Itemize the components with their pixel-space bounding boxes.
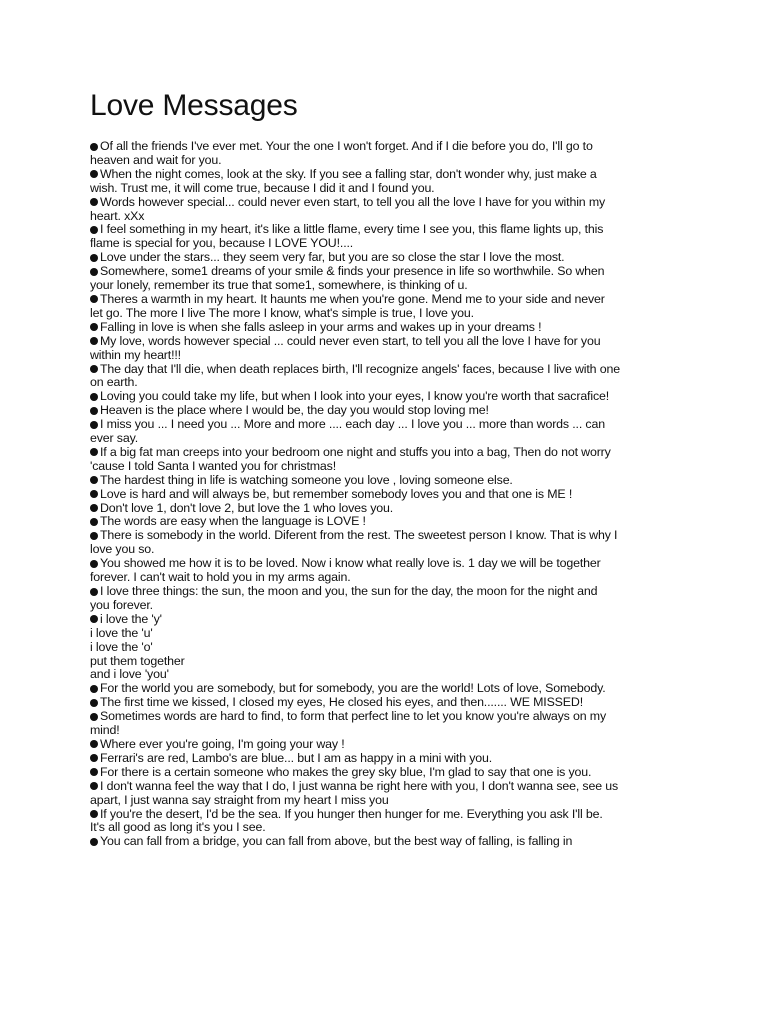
bullet-icon <box>90 254 98 262</box>
message-item <box>90 251 620 265</box>
message-text: There is somebody in the world. Diferent from the rest. The sweetest person I know. That is why I love you so. <box>90 528 618 557</box>
message-text: i love the 'u' <box>90 625 153 640</box>
message-text: If you're the desert, I'd be the sea. If you hunger then hunger for me. Everything you ask I'll be. It's all good as long it's you I see. <box>90 806 603 835</box>
bullet-icon <box>90 560 98 568</box>
bullet-icon <box>90 588 98 596</box>
page-title: Love Messages <box>90 89 298 122</box>
bullet-icon <box>90 782 98 790</box>
message-text: The words are easy when the language is LOVE ! <box>100 514 366 529</box>
message-text: Somewhere, some1 dreams of your smile & finds your presence in life so worthwhile. So when your lonely, remember its true that some1, somewhere, is thinking of u. <box>90 264 605 293</box>
message-text: I feel something in my heart, it's like a little flame, every time I see you, this flame lights up, this flame is special for you, because I LOVE YOU!.... <box>90 222 604 251</box>
document-page <box>90 88 620 849</box>
bullet-icon <box>90 365 98 373</box>
bullet-icon <box>90 323 98 331</box>
message-item <box>90 418 620 446</box>
message-item <box>90 529 620 557</box>
message-item <box>90 613 620 683</box>
bullet-icon <box>90 226 98 234</box>
message-text: Theres a warmth in my heart. It haunts me when you're gone. Mend me to your side and never let go. The more I live The more I know, what's simple is true, I love you. <box>90 291 605 320</box>
bullet-icon <box>90 685 98 693</box>
message-text: My love, words however special ... could never even start, to tell you all the love I have for you within my heart!!! <box>90 333 601 362</box>
bullet-icon <box>90 407 98 415</box>
message-item <box>90 265 620 293</box>
bullet-icon <box>90 337 98 345</box>
message-text: Sometimes words are hard to find, to form that perfect line to let you know you're always on my mind! <box>90 709 607 738</box>
message-text: When the night comes, look at the sky. If you see a falling star, don't wonder why, just make a wish. Trust me, it will come true, because I did it and I found you. <box>90 166 597 195</box>
message-item <box>90 710 620 738</box>
bullet-icon <box>90 615 98 623</box>
message-text: Where ever you're going, I'm going your way ! <box>100 736 345 751</box>
message-item <box>90 404 620 418</box>
bullet-icon <box>90 532 98 540</box>
message-text: Words however special... could never even start, to tell you all the love I have for you within my heart. xXx <box>90 194 606 223</box>
message-text: Love under the stars... they seem very far, but you are so close the star I love the most. <box>100 250 565 265</box>
message-item <box>90 446 620 474</box>
message-text: Loving you could take my life, but when I look into your eyes, I know you're worth that sacrafice! <box>100 389 610 404</box>
bullet-icon <box>90 504 98 512</box>
message-text: put them together <box>90 653 185 668</box>
bullet-icon <box>90 170 98 178</box>
message-text: You showed me how it is to be loved. Now i know what really love is. 1 day we will be together forever. I can't wait to hold you in my arms again. <box>90 556 601 585</box>
message-item <box>90 835 620 849</box>
message-text: The day that I'll die, when death replaces birth, I'll recognize angels' faces, because I live with one on earth. <box>90 361 620 390</box>
message-item <box>90 140 620 168</box>
message-item <box>90 752 620 766</box>
message-text: The first time we kissed, I closed my eyes, He closed his eyes, and then....... WE MISSED! <box>100 695 583 710</box>
bullet-icon <box>90 268 98 276</box>
message-item <box>90 293 620 321</box>
message-item <box>90 474 620 488</box>
message-item <box>90 168 620 196</box>
message-text: and i love 'you' <box>90 667 169 682</box>
bullet-icon <box>90 754 98 762</box>
message-item <box>90 557 620 585</box>
message-item <box>90 223 620 251</box>
message-item <box>90 363 620 391</box>
message-item <box>90 196 620 224</box>
message-item <box>90 696 620 710</box>
message-text: You can fall from a bridge, you can fall from above, but the best way of falling, is falling in <box>100 834 573 849</box>
bullet-icon <box>90 448 98 456</box>
message-item <box>90 321 620 335</box>
bullet-icon <box>90 198 98 206</box>
message-text: I love three things: the sun, the moon and you, the sun for the day, the moon for the night and you forever. <box>90 584 598 612</box>
message-item <box>90 585 620 613</box>
message-text: Love is hard and will always be, but remember somebody loves you and that one is ME ! <box>100 486 573 501</box>
bullet-icon <box>90 421 98 429</box>
message-item <box>90 502 620 516</box>
bullet-icon <box>90 518 98 526</box>
bullet-icon <box>90 713 98 721</box>
message-item <box>90 390 620 404</box>
message-item <box>90 682 620 696</box>
message-text: If a big fat man creeps into your bedroom one night and stuffs you into a bag, Then do not worry 'cause I told Santa I wanted you for christmas! <box>90 444 611 473</box>
bullet-icon <box>90 768 98 776</box>
bullet-icon <box>90 699 98 707</box>
bullet-icon <box>90 490 98 498</box>
message-item <box>90 515 620 529</box>
message-text: Of all the friends I've ever met. Your the one I won't forget. And if I die before you do, I'll go to heaven and wait for you. <box>90 139 593 167</box>
message-text: Falling in love is when she falls asleep in your arms and wakes up in your dreams ! <box>100 319 542 334</box>
message-item <box>90 780 620 808</box>
bullet-icon <box>90 295 98 303</box>
message-list <box>90 140 620 849</box>
message-item <box>90 335 620 363</box>
message-text: I don't wanna feel the way that I do, I just wanna be right here with you, I don't wanna see, see us apart, I just wanna say straight from my heart I miss you <box>90 778 619 807</box>
message-item <box>90 488 620 502</box>
message-text: For the world you are somebody, but for somebody, you are the world! Lots of love, Somebody. <box>100 681 606 696</box>
message-text: The hardest thing in life is watching someone you love , loving someone else. <box>100 472 513 487</box>
bullet-icon <box>90 393 98 401</box>
bullet-icon <box>90 810 98 818</box>
bullet-icon <box>90 740 98 748</box>
message-text: Heaven is the place where I would be, the day you would stop loving me! <box>100 403 489 418</box>
message-item <box>90 808 620 836</box>
message-text: i love the 'o' <box>90 639 153 654</box>
message-text: i love the 'y' <box>100 611 162 626</box>
bullet-icon <box>90 476 98 484</box>
bullet-icon <box>90 838 98 846</box>
message-item <box>90 766 620 780</box>
message-text: Don't love 1, don't love 2, but love the 1 who loves you. <box>100 500 394 515</box>
message-item <box>90 738 620 752</box>
message-text: For there is a certain someone who makes the grey sky blue, I'm glad to say that one is you. <box>100 764 592 779</box>
message-text: Ferrari's are red, Lambo's are blue... but I am as happy in a mini with you. <box>100 750 493 765</box>
bullet-icon <box>90 143 98 151</box>
message-text: I miss you ... I need you ... More and more .... each day ... I love you ... more than words ... can ever say. <box>90 417 605 446</box>
